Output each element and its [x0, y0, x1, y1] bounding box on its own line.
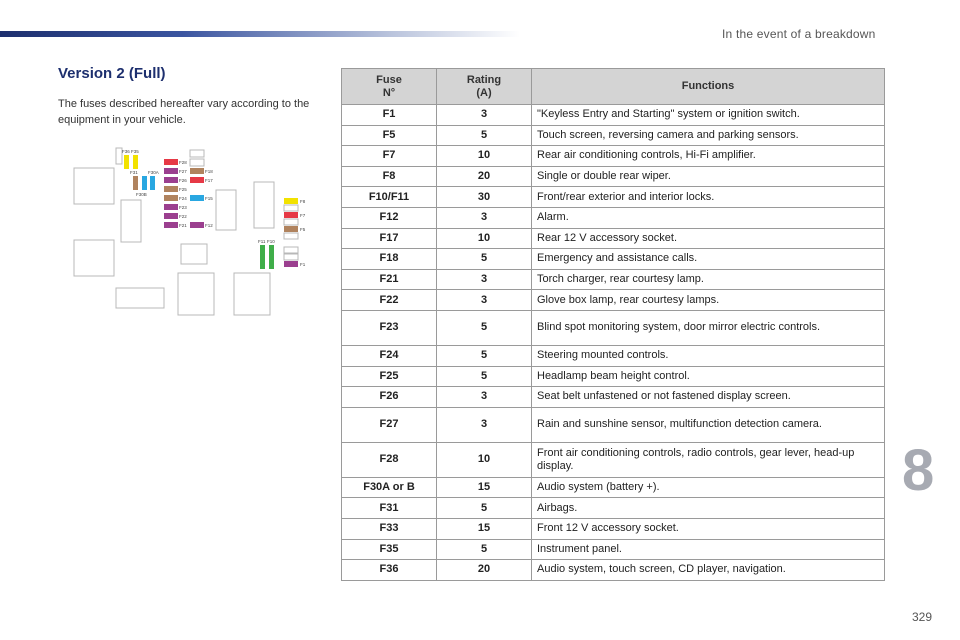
- relay-block: [254, 182, 274, 228]
- fuse-box-diagram: [66, 140, 316, 330]
- fuse-label: F27: [179, 169, 187, 174]
- table-row: [342, 228, 885, 249]
- fuse-f25: [164, 186, 178, 192]
- fuse-number: F17: [342, 228, 437, 249]
- fuse-function: Airbags.: [532, 498, 885, 519]
- relay-block: [74, 168, 114, 204]
- fuse-rating: 3: [437, 290, 532, 311]
- fuse-number: F36: [342, 560, 437, 581]
- fuse-function: Front 12 V accessory socket.: [532, 518, 885, 539]
- fuse-f36: [124, 155, 129, 169]
- fuse-function: Torch charger, rear courtesy lamp.: [532, 269, 885, 290]
- fuse-rating: 5: [437, 498, 532, 519]
- fuse-f35: [133, 155, 138, 169]
- fuse-label: F1: [300, 262, 306, 267]
- fuse-label: F26: [179, 178, 187, 183]
- fuse-number: F23: [342, 310, 437, 345]
- table-row: [342, 345, 885, 366]
- fuse-rating: 15: [437, 477, 532, 498]
- fuse-f27: [164, 168, 178, 174]
- table-row: [342, 290, 885, 311]
- fuse-number: F12: [342, 207, 437, 228]
- chapter-number: 8: [902, 438, 935, 503]
- fuse-label: F22: [179, 214, 187, 219]
- section-title: Version 2 (Full): [58, 65, 166, 82]
- page-number: 329: [912, 610, 933, 624]
- fuse-f18: [190, 168, 204, 174]
- fuse-rating: 10: [437, 228, 532, 249]
- fuse-label: F12: [205, 223, 213, 228]
- table-row: [342, 269, 885, 290]
- fuse-rating: 10: [437, 146, 532, 167]
- fuse-rating: 20: [437, 166, 532, 187]
- table-row: [342, 366, 885, 387]
- fuse-function: Single or double rear wiper.: [532, 166, 885, 187]
- fuse-function: Touch screen, reversing camera and parking sensors.: [532, 125, 885, 146]
- fuse-rating: 3: [437, 269, 532, 290]
- table-row: [342, 407, 885, 442]
- fuse-label: F31: [130, 170, 138, 175]
- fuse-f22: [164, 213, 178, 219]
- fuse-function: Blind spot monitoring system, door mirror electric controls.: [532, 310, 885, 345]
- fuse-function: Seat belt unfastened or not fastened display screen.: [532, 387, 885, 408]
- fuse-number: F26: [342, 387, 437, 408]
- fuse-function: Rear 12 V accessory socket.: [532, 228, 885, 249]
- fuse-f26: [164, 177, 178, 183]
- fuse-label: F8: [300, 199, 306, 204]
- fuse-rating: 5: [437, 249, 532, 270]
- table-row: [342, 249, 885, 270]
- fuse-label: F15: [205, 196, 213, 201]
- table-row: [342, 498, 885, 519]
- fuse-rating: 5: [437, 310, 532, 345]
- fuse-f31: [133, 176, 138, 190]
- fuse-label: F11: [258, 239, 266, 244]
- fuse-function: Audio system (battery +).: [532, 477, 885, 498]
- fuse-function: Audio system, touch screen, CD player, navigation.: [532, 560, 885, 581]
- fuse-f11: [260, 245, 265, 269]
- fuse-label: F30A: [148, 170, 159, 175]
- table-row: [342, 207, 885, 228]
- relay-block: [74, 240, 114, 276]
- fuse-number: F27: [342, 407, 437, 442]
- table-row: [342, 187, 885, 208]
- fuse-label: F24: [179, 196, 187, 201]
- relay-block: [178, 273, 214, 315]
- fuse-f7: [284, 212, 298, 218]
- fuse-rating: 15: [437, 518, 532, 539]
- fuse-f15: [190, 195, 204, 201]
- fuse-function: Front/rear exterior and interior locks.: [532, 187, 885, 208]
- fuse-rating: 10: [437, 442, 532, 477]
- table-row: [342, 105, 885, 126]
- fuse-label: F36: [122, 149, 130, 154]
- fuse-number: F18: [342, 249, 437, 270]
- table-row: [342, 518, 885, 539]
- fuse-f30a: [150, 176, 155, 190]
- relay-block: [121, 200, 141, 242]
- relay-block: [234, 273, 270, 315]
- table-row: [342, 442, 885, 477]
- fuse-label: F17: [205, 178, 213, 183]
- fuse-label: F18: [205, 169, 213, 174]
- fuse-f10: [269, 245, 274, 269]
- fuse-label: F30B: [136, 192, 147, 197]
- table-row: [342, 310, 885, 345]
- fuse-rating: 30: [437, 187, 532, 208]
- fuse-f23: [164, 204, 178, 210]
- relay-block: [216, 190, 236, 230]
- fuse-label: F35: [131, 149, 139, 154]
- fuse-rating: 3: [437, 387, 532, 408]
- fuse-number: F24: [342, 345, 437, 366]
- fuse-function: Front air conditioning controls, radio controls, gear lever, head-up display.: [532, 442, 885, 477]
- intro-text: The fuses described hereafter vary according to the equipment in your vehicle.: [58, 98, 310, 126]
- fuse-labels: [122, 149, 306, 267]
- fuse-function: Steering mounted controls.: [532, 345, 885, 366]
- fuse-f5: [284, 226, 298, 232]
- fuse-f21: [164, 222, 178, 228]
- table-row: [342, 125, 885, 146]
- fuse-f30b: [142, 176, 147, 190]
- fuse-rating: 5: [437, 366, 532, 387]
- fuse-rating: 5: [437, 539, 532, 560]
- fuse-number: F10/F11: [342, 187, 437, 208]
- fuse-function: Emergency and assistance calls.: [532, 249, 885, 270]
- fuse-label: F23: [179, 205, 187, 210]
- fuse-number: F21: [342, 269, 437, 290]
- fuse-f17: [190, 177, 204, 183]
- table-row: [342, 539, 885, 560]
- fuse-number: F28: [342, 442, 437, 477]
- fuse-rating: 3: [437, 105, 532, 126]
- fuse-rating: 3: [437, 207, 532, 228]
- fuse-f8: [284, 198, 298, 204]
- fuse-function: Glove box lamp, rear courtesy lamps.: [532, 290, 885, 311]
- fuse-label: F28: [179, 160, 187, 165]
- header-rating: Rating (A): [437, 69, 532, 105]
- table-header-row: [342, 69, 885, 105]
- fuse-number: F30A or B: [342, 477, 437, 498]
- fuse-label: F10: [267, 239, 275, 244]
- fuse-number: F22: [342, 290, 437, 311]
- fuse-function: Rain and sunshine sensor, multifunction detection camera.: [532, 407, 885, 442]
- header-functions: Functions: [532, 69, 885, 105]
- fuse-table: [341, 68, 885, 581]
- fuse-function: Rear air conditioning controls, Hi-Fi amplifier.: [532, 146, 885, 167]
- fuse-f28: [164, 159, 178, 165]
- fuse-number: F35: [342, 539, 437, 560]
- fuse-number: F31: [342, 498, 437, 519]
- fuse-function: "Keyless Entry and Starting" system or ignition switch.: [532, 105, 885, 126]
- fuse-label: F21: [179, 223, 187, 228]
- table-row: [342, 146, 885, 167]
- header-fuse: Fuse N°: [342, 69, 437, 105]
- fuse-label: F7: [300, 213, 306, 218]
- header-bar: [0, 31, 520, 37]
- fuse-function: Instrument panel.: [532, 539, 885, 560]
- fuse-f1: [284, 261, 298, 267]
- fuse-label: F25: [179, 187, 187, 192]
- fuse-number: F5: [342, 125, 437, 146]
- table-row: [342, 560, 885, 581]
- fuse-number: F33: [342, 518, 437, 539]
- fuse-function: Headlamp beam height control.: [532, 366, 885, 387]
- chapter-title: In the event of a breakdown: [722, 27, 876, 41]
- fuse-number: F8: [342, 166, 437, 187]
- relay-block: [116, 288, 164, 308]
- fuse-number: F25: [342, 366, 437, 387]
- fuse-rating: 5: [437, 125, 532, 146]
- fuse-f12: [190, 222, 204, 228]
- table-row: [342, 166, 885, 187]
- fuse-rating: 20: [437, 560, 532, 581]
- table-row: [342, 477, 885, 498]
- fuse-rating: 3: [437, 407, 532, 442]
- table-row: [342, 387, 885, 408]
- fuse-number: F1: [342, 105, 437, 126]
- fuse-f24: [164, 195, 178, 201]
- fuse-number: F7: [342, 146, 437, 167]
- relay-block: [181, 244, 207, 264]
- fuse-label: F5: [300, 227, 306, 232]
- fuse-rating: 5: [437, 345, 532, 366]
- fuse-function: Alarm.: [532, 207, 885, 228]
